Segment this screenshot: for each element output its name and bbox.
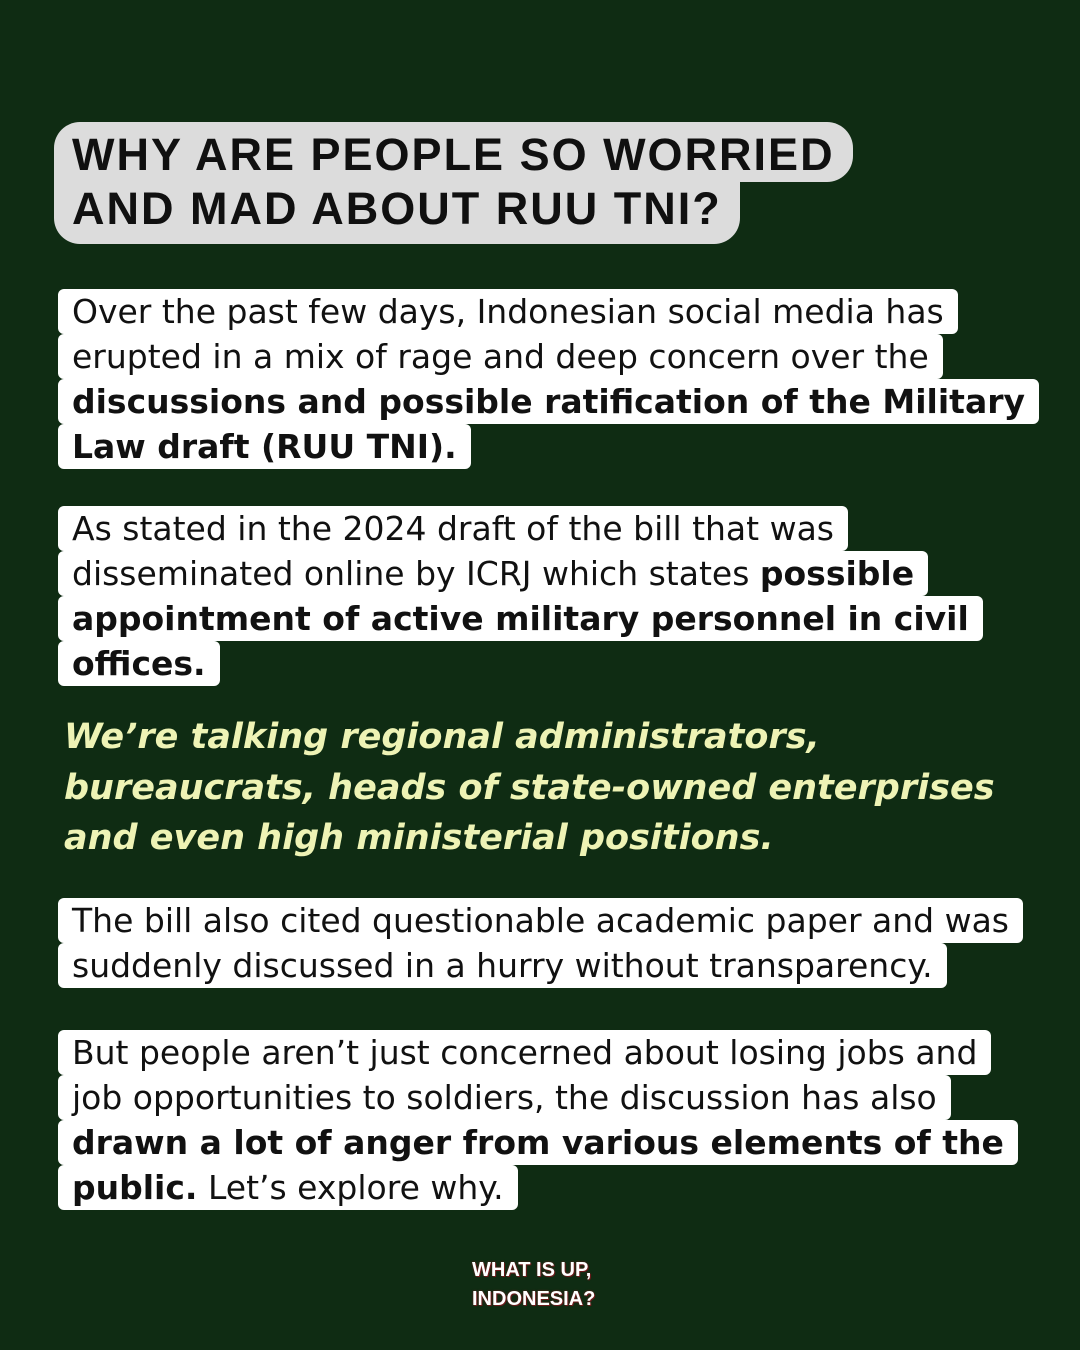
title-line-2: AND MAD ABOUT RUU TNI? xyxy=(54,182,740,244)
bold-text: Law draft (RUU TNI). xyxy=(72,427,457,466)
bold-text: possible xyxy=(759,554,915,593)
highlight-line: We’re talking regional administrators, xyxy=(64,717,820,757)
title-line-1: WHY ARE PEOPLE SO WORRIED xyxy=(54,122,853,182)
paragraph-line: As stated in the 2024 draft of the bill that was xyxy=(58,506,848,551)
highlight-line: bureaucrats, heads of state-owned enterprises xyxy=(64,767,995,808)
bold-text: offices. xyxy=(72,644,206,683)
paragraph-line-bold xyxy=(58,641,220,686)
paragraph-line-bold xyxy=(58,379,1039,424)
paragraph-line: But people aren’t just concerned about losing jobs and xyxy=(58,1030,991,1075)
highlight-line: and even high ministerial positions. xyxy=(64,818,774,858)
paragraph-line: Over the past few days, Indonesian social media has xyxy=(58,289,958,334)
paragraph-anger xyxy=(58,1030,1018,1210)
regular-text: Let’s explore why. xyxy=(197,1168,504,1207)
paragraph-transparency xyxy=(58,898,1023,988)
brand-footer xyxy=(472,1256,595,1314)
bold-text: public. xyxy=(72,1168,198,1207)
page-title xyxy=(54,122,853,244)
paragraph-line: erupted in a mix of rage and deep concern over the xyxy=(58,334,943,379)
paragraph-line-mixed xyxy=(58,551,928,596)
regular-text: disseminated online by ICRJ which states xyxy=(72,554,760,593)
paragraph-line-mixed xyxy=(58,1165,518,1210)
paragraph-intro xyxy=(58,289,1039,469)
paragraph-draft xyxy=(58,506,983,686)
brand-line-1: WHAT IS UP, xyxy=(472,1259,592,1281)
paragraph-line: job opportunities to soldiers, the discussion has also xyxy=(58,1075,951,1120)
paragraph-line-bold xyxy=(58,1120,1018,1165)
highlight-quote xyxy=(64,712,995,864)
bold-text: discussions and possible ratification of the Military xyxy=(72,382,1026,421)
bold-text: appointment of active military personnel in civil xyxy=(72,599,969,638)
paragraph-line: The bill also cited questionable academic paper and was xyxy=(58,898,1023,943)
bold-text: drawn a lot of anger from various elements of the xyxy=(72,1123,1004,1162)
paragraph-line-bold xyxy=(58,596,983,641)
brand-line-2: INDONESIA? xyxy=(472,1288,596,1310)
paragraph-line: suddenly discussed in a hurry without transparency. xyxy=(58,943,947,988)
paragraph-line-bold xyxy=(58,424,471,469)
